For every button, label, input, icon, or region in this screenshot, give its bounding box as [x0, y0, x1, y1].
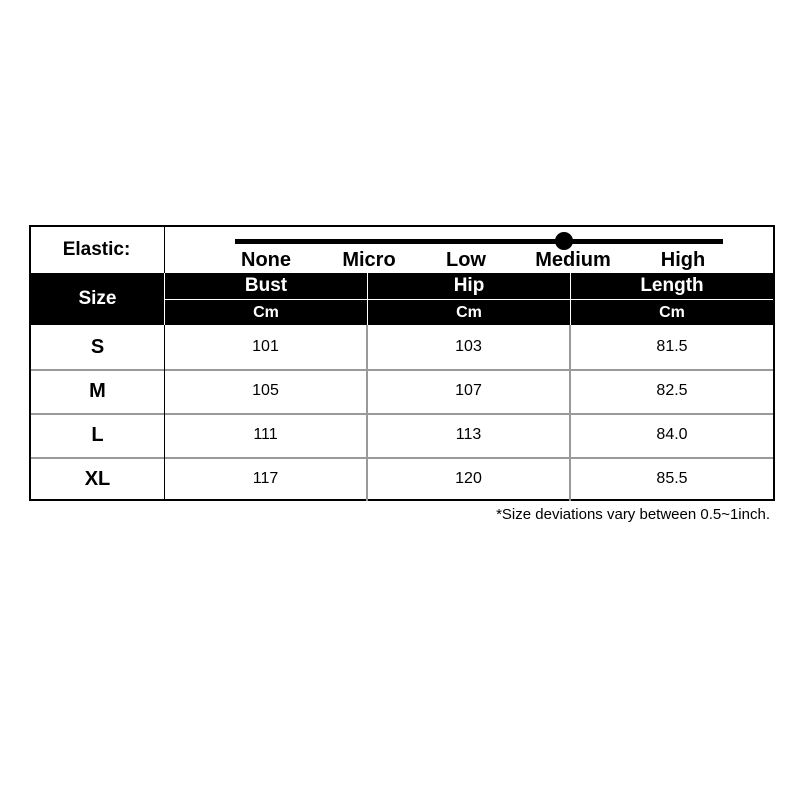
- table-header: [31, 273, 773, 325]
- length-unit-label: Cm: [659, 303, 685, 321]
- length-cell: 81.5: [656, 338, 688, 355]
- elastic-row: [31, 227, 773, 275]
- length-header-label: Length: [571, 273, 773, 300]
- elastic-scale-marker: [555, 232, 573, 250]
- length-cell: 84.0: [656, 426, 688, 443]
- length-column-header: [571, 273, 773, 325]
- hip-column-header: [368, 273, 571, 325]
- bust-unit-label: Cm: [253, 303, 279, 321]
- table-row: [31, 413, 773, 459]
- length-cell: 85.5: [656, 470, 688, 487]
- size-deviation-note: *Size deviations vary between 0.5~1inch.: [496, 506, 770, 523]
- size-cell: XL: [31, 457, 165, 501]
- hip-header-label: Hip: [368, 273, 570, 300]
- hip-cell: 120: [368, 457, 571, 501]
- elastic-label: Elastic:: [31, 227, 165, 273]
- table-row: [31, 369, 773, 415]
- bust-cell: 105: [165, 369, 368, 413]
- table-row: [31, 457, 773, 501]
- bust-cell: 117: [165, 457, 368, 501]
- hip-unit-label: Cm: [456, 303, 482, 321]
- elastic-level-micro: Micro: [342, 249, 396, 271]
- bust-cell: 111: [165, 413, 368, 457]
- size-cell: S: [31, 325, 165, 369]
- elastic-level-none: None: [241, 249, 291, 271]
- elastic-scale-track: [235, 239, 723, 244]
- bust-header-label: Bust: [165, 273, 367, 300]
- elastic-level-medium: Medium: [535, 249, 611, 271]
- elastic-level-high: High: [660, 249, 706, 271]
- hip-cell: 107: [368, 369, 571, 413]
- bust-cell: 101: [165, 325, 368, 369]
- length-cell: 82.5: [656, 382, 688, 399]
- size-column-header: Size: [31, 273, 165, 325]
- bust-column-header: [165, 273, 368, 325]
- size-cell: L: [31, 413, 165, 457]
- hip-cell: 113: [368, 413, 571, 457]
- elastic-level-low: Low: [446, 249, 486, 271]
- size-cell: M: [31, 369, 165, 413]
- table-row: [31, 325, 773, 371]
- hip-cell: 103: [368, 325, 571, 369]
- size-chart: [29, 225, 775, 501]
